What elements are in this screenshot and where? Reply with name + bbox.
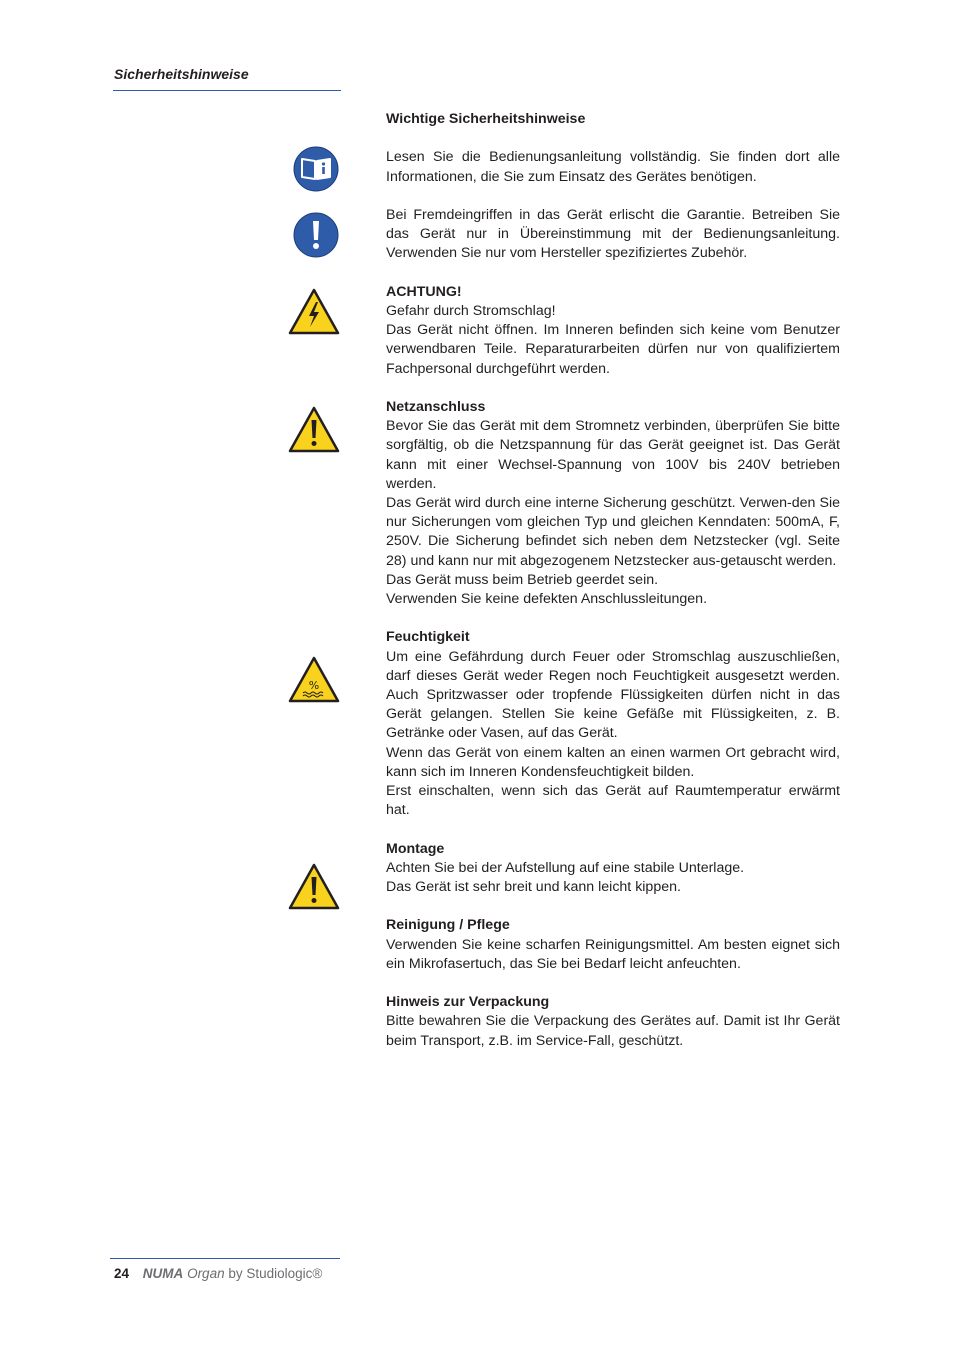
verpackung-heading: Hinweis zur Verpackung: [386, 994, 550, 1011]
manual-paragraph: Lesen Sie die Bedienungsanleitung vollständig. Sie finden dort alle Informationen, die Sie zum Einsatz des Gerätes benötigen.: [386, 149, 840, 185]
humidity-percent-symbol: %: [308, 679, 320, 692]
manufacturer: by Studiologic®: [228, 1266, 323, 1281]
montage-section: [386, 840, 840, 898]
section-title: Sicherheitshinweise: [114, 66, 249, 82]
footer-rule: [110, 1258, 340, 1259]
general-warning-icon: [288, 863, 340, 911]
feuchtigkeit-paragraph: Wenn das Gerät von einem kalten an einen warmen Ort gebracht wird, kann sich im Inneren Kondensfeuchtigkeit bilden.: [386, 744, 840, 780]
achtung-section: [386, 283, 840, 379]
reinigung-heading: Reinigung / Pflege: [386, 917, 510, 934]
netzanschluss-paragraph: Bevor Sie das Gerät mit dem Stromnetz verbinden, überprüfen Sie bitte sorgfältig, ob die Netzspannung für das Gerät geeignet ist. Das Gerät kann mit einer Wechsel-Spannung von 100V bis 240V betrieben werden.: [386, 418, 840, 492]
read-manual-icon: [293, 146, 339, 192]
feuchtigkeit-section: [386, 628, 840, 820]
feuchtigkeit-heading: Feuchtigkeit: [386, 629, 470, 646]
warranty-paragraph: Bei Fremdeingriffen in das Gerät erlischt die Garantie. Betreiben Sie das Gerät nur in Übereinstimmung mit der Bedienungsanleitung. Verwenden Sie nur vom Hersteller spezifiziertes Zubehör.: [386, 206, 840, 262]
netzanschluss-paragraph: Verwenden Sie keine defekten Anschlussleitungen.: [386, 591, 708, 608]
page-number: 24: [114, 1266, 130, 1281]
header-rule: [113, 90, 341, 91]
page-title: Wichtige Sicherheitshinweise: [386, 111, 586, 127]
reinigung-section: [386, 916, 840, 974]
montage-paragraph: Achten Sie bei der Aufstellung auf eine stabile Unterlage.: [386, 859, 745, 876]
achtung-paragraph: Das Gerät nicht öffnen. Im Inneren befinden sich keine vom Benutzer verwendbaren Teile. Reparaturarbeiten dürfen nur von qualifiziertem Fachpersonal durchgeführt werden.: [386, 322, 840, 377]
achtung-line: Gefahr durch Stromschlag!: [386, 302, 556, 319]
verpackung-paragraph: Bitte bewahren Sie die Verpackung des Gerätes auf. Damit ist Ihr Gerät beim Transport, z.B. im Service-Fall, geschützt.: [386, 1013, 840, 1049]
achtung-heading: ACHTUNG!: [386, 283, 462, 300]
feuchtigkeit-paragraph: Um eine Gefährdung durch Feuer oder Stromschlag auszuschließen, darf dieses Gerät weder Regen noch Feuchtigkeit ausgesetzt werden. Auch Spritzwasser oder tropfende Flüssigkeiten dürfen nicht in das Gerät gelangen. Stellen Sie keine Gefäße mit Flüssigkeiten, z. B. Getränke oder Vasen, auf das Gerät.: [386, 648, 840, 742]
montage-heading: Montage: [386, 840, 445, 857]
reinigung-paragraph: Verwenden Sie keine scharfen Reinigungsmittel. Am besten eignet sich ein Mikrofasertuch, das Sie bei Bedarf leicht anfeuchten.: [386, 936, 840, 972]
feuchtigkeit-paragraph: Erst einschalten, wenn sich das Gerät auf Raumtemperatur erwärmt hat.: [386, 783, 840, 819]
netzanschluss-section: [386, 398, 840, 609]
montage-paragraph: Das Gerät ist sehr breit und kann leicht kippen.: [386, 879, 681, 896]
footer: [114, 1266, 322, 1281]
electric-shock-warning-icon: [288, 288, 340, 336]
verpackung-section: [386, 993, 840, 1051]
netzanschluss-heading: Netzanschluss: [386, 398, 486, 415]
netzanschluss-paragraph: Das Gerät muss beim Betrieb geerdet sein.: [386, 571, 659, 588]
general-warning-icon: [288, 406, 340, 454]
model-name: Organ: [187, 1266, 225, 1281]
humidity-warning-icon: [288, 656, 340, 704]
exclamation-mandatory-icon: [293, 212, 339, 258]
safety-content: [386, 110, 840, 1070]
netzanschluss-paragraph: Das Gerät wird durch eine interne Sicherung geschützt. Verwen-den Sie nur Sicherungen vom gleichen Typ und gleichen Kenndaten: 500mA, F, 250V. Die Sicherung befindet sich neben dem Netzstecker (vgl. Seite 28) und kann nur mit abgezogenem Netzstecker aus-getauscht werden.: [386, 495, 840, 569]
brand-name: NUMA: [142, 1266, 184, 1281]
